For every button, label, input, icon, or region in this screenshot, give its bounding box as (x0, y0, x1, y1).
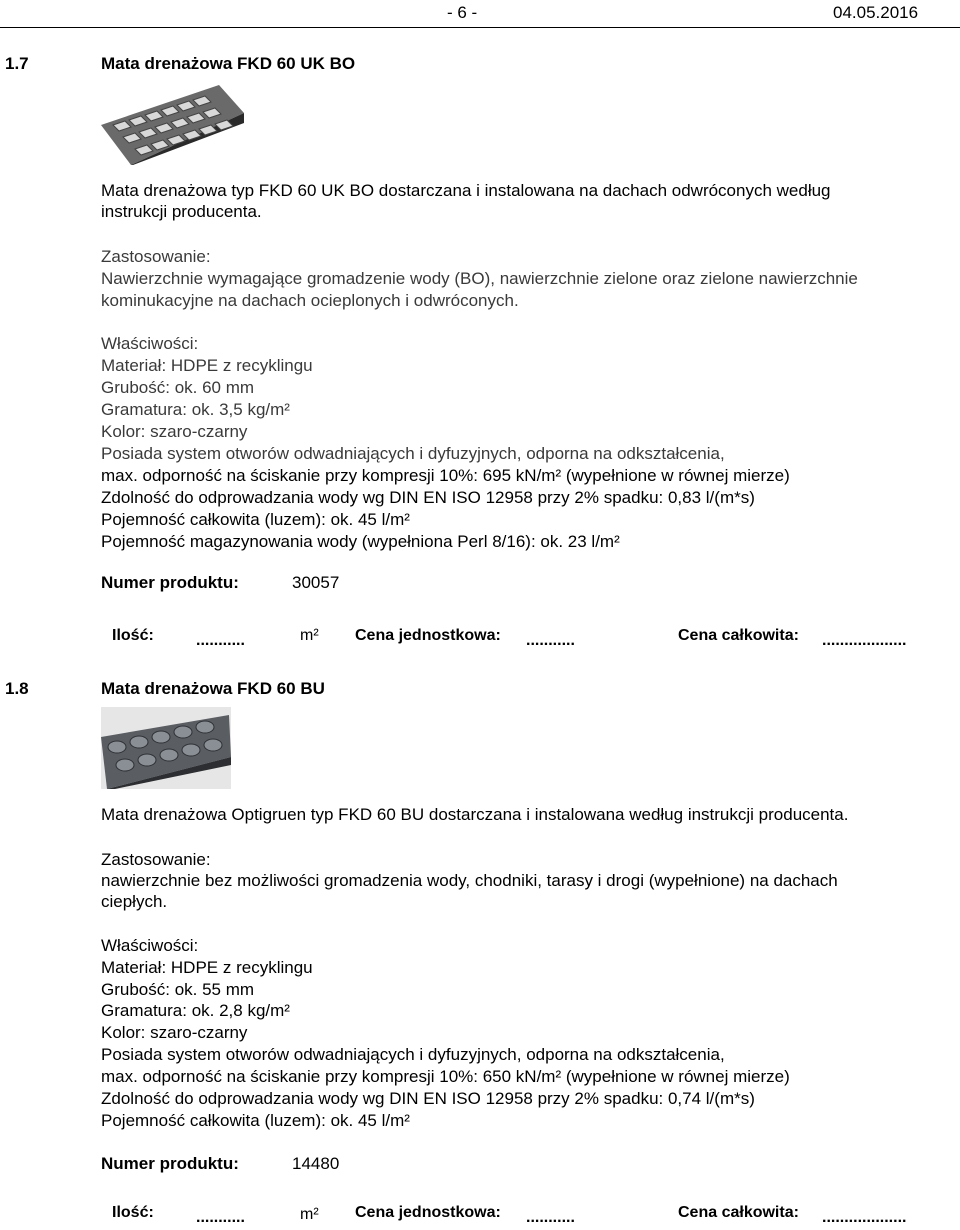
property-line: Materiał: HDPE z recyklingu (101, 356, 313, 375)
property-line: Kolor: szaro-czarny (101, 1023, 248, 1042)
property-line: Zdolność do odprowadzania wody wg DIN EN ISO 12958 przy 2% spadku: 0,83 l/(m*s) (101, 488, 755, 507)
property-line: Kolor: szaro-czarny (101, 422, 248, 441)
property-line: Gramatura: ok. 3,5 kg/m² (101, 400, 290, 419)
property-line: Grubość: ok. 60 mm (101, 378, 255, 397)
quantity-field[interactable]: ........... (196, 1209, 245, 1226)
section-title: Mata drenażowa FKD 60 UK BO (101, 54, 356, 73)
document-date: 04.05.2016 (833, 3, 919, 22)
product-number-value: 14480 (292, 1154, 340, 1173)
property-line: Materiał: HDPE z recyklingu (101, 958, 313, 977)
property-line: Pojemność całkowita (luzem): ok. 45 l/m² (101, 1111, 410, 1130)
product-number-label: Numer produktu: (101, 573, 239, 592)
page-number: - 6 - (447, 3, 478, 22)
property-line: Gramatura: ok. 2,8 kg/m² (101, 1001, 290, 1020)
usage-line: ciepłych. (101, 892, 168, 911)
property-line: Grubość: ok. 55 mm (101, 980, 255, 999)
property-line: max. odporność na ściskanie przy kompresji 10%: 650 kN/m² (wypełnione w równej mierze) (101, 1067, 790, 1086)
section-number: 1.7 (5, 54, 29, 73)
unit-price-field[interactable]: ........... (526, 1209, 575, 1226)
usage-heading: Zastosowanie: (101, 850, 211, 869)
property-line: Zdolność do odprowadzania wody wg DIN EN ISO 12958 przy 2% spadku: 0,74 l/(m*s) (101, 1089, 755, 1108)
section-intro-line: Mata drenażowa Optigruen typ FKD 60 BU dostarczana i instalowana według instrukcji producenta. (101, 805, 849, 824)
property-line: Posiada system otworów odwadniających i dyfuzyjnych, odporna na odkształcenia, (101, 444, 725, 463)
unit-label: m² (300, 627, 319, 644)
total-price-label: Cena całkowita: (678, 627, 799, 644)
section-intro-line: Mata drenażowa typ FKD 60 UK BO dostarczana i instalowana na dachach odwróconych według (101, 181, 831, 200)
unit-price-field[interactable]: ........... (526, 632, 575, 649)
unit-price-label: Cena jednostkowa: (355, 627, 501, 644)
total-price-label: Cena całkowita: (678, 1204, 799, 1221)
section-number: 1.8 (5, 679, 29, 698)
properties-heading: Właściwości: (101, 334, 199, 353)
quantity-label: Ilość: (112, 627, 154, 644)
drainage-mat-image (101, 707, 231, 789)
unit-price-label: Cena jednostkowa: (355, 1204, 501, 1221)
usage-line: kominukacyjne na dachach ocieplonych i odwróconych. (101, 291, 519, 310)
drainage-mat-image (101, 85, 244, 165)
usage-heading: Zastosowanie: (101, 247, 211, 266)
property-line: max. odporność na ściskanie przy kompresji 10%: 695 kN/m² (wypełnione w równej mierze) (101, 466, 790, 485)
usage-line: Nawierzchnie wymagające gromadzenie wody (BO), nawierzchnie zielone oraz zielone nawierzchnie (101, 269, 858, 288)
property-line: Posiada system otworów odwadniających i dyfuzyjnych, odporna na odkształcenia, (101, 1045, 725, 1064)
quantity-label: Ilość: (112, 1204, 154, 1221)
product-number-value: 30057 (292, 573, 340, 592)
property-line: Pojemność całkowita (luzem): ok. 45 l/m² (101, 510, 410, 529)
header-divider (0, 27, 960, 28)
unit-label: m² (300, 1206, 319, 1223)
quantity-field[interactable]: ........... (196, 632, 245, 649)
property-line: Pojemność magazynowania wody (wypełniona Perl 8/16): ok. 23 l/m² (101, 532, 620, 551)
usage-line: nawierzchnie bez możliwości gromadzenia wody, chodniki, tarasy i drogi (wypełnione) na dachach (101, 871, 838, 890)
total-price-field[interactable]: ................... (822, 1209, 907, 1226)
product-number-label: Numer produktu: (101, 1154, 239, 1173)
section-intro-line: instrukcji producenta. (101, 202, 262, 221)
section-title: Mata drenażowa FKD 60 BU (101, 679, 325, 698)
properties-heading: Właściwości: (101, 936, 199, 955)
total-price-field[interactable]: ................... (822, 632, 907, 649)
